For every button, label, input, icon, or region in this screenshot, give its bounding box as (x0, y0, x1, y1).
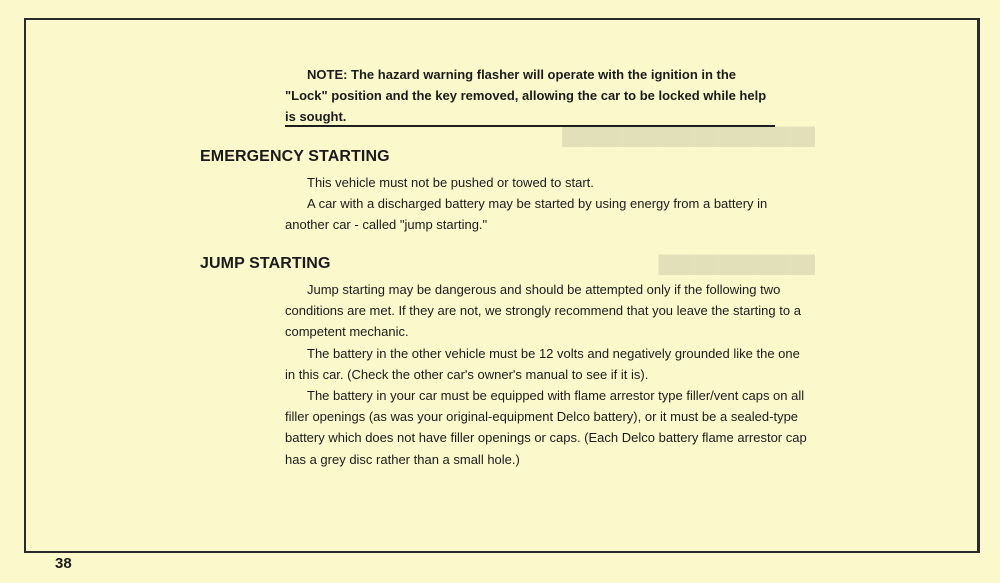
jump-paragraph-1: Jump starting may be dangerous and should be attempted only if the following two conditions are met. If they are not, we strongly recommend that you leave the starting to a competent mechanic. (285, 282, 801, 340)
jump-starting-heading: JUMP STARTING (200, 255, 331, 272)
jump-paragraph-2: The battery in the other vehicle must be 12 volts and negatively grounded like the one in this car. (Check the other car's owner's manual to see if it is). (285, 346, 800, 383)
page-number: 38 (55, 555, 72, 572)
hazard-note (285, 64, 775, 127)
emergency-paragraph-1: This vehicle must not be pushed or towed to start. (307, 175, 594, 190)
emergency-starting-heading: EMERGENCY STARTING (200, 148, 390, 165)
show-through-heading-1: █████████████████████ (562, 127, 815, 146)
jump-paragraph-3: The battery in your car must be equipped with flame arrestor type filler/vent caps on all filler openings (as was your original-equipment Delco battery), or it must be a sealed-type battery which does not have filler openings or caps. (Each Delco battery flame arrestor cap has a grey disc rather than a small hole.) (285, 388, 807, 467)
hazard-note-text: NOTE: The hazard warning flasher will operate with the ignition in the "Lock" position and the key removed, allowing the car to be locked while help is sought. (285, 67, 767, 124)
note-underline (285, 125, 775, 127)
show-through-heading-2: █████████████ (658, 255, 815, 274)
emergency-paragraph-2: A car with a discharged battery may be started by using energy from a battery in another car - called "jump starting." (285, 196, 768, 233)
